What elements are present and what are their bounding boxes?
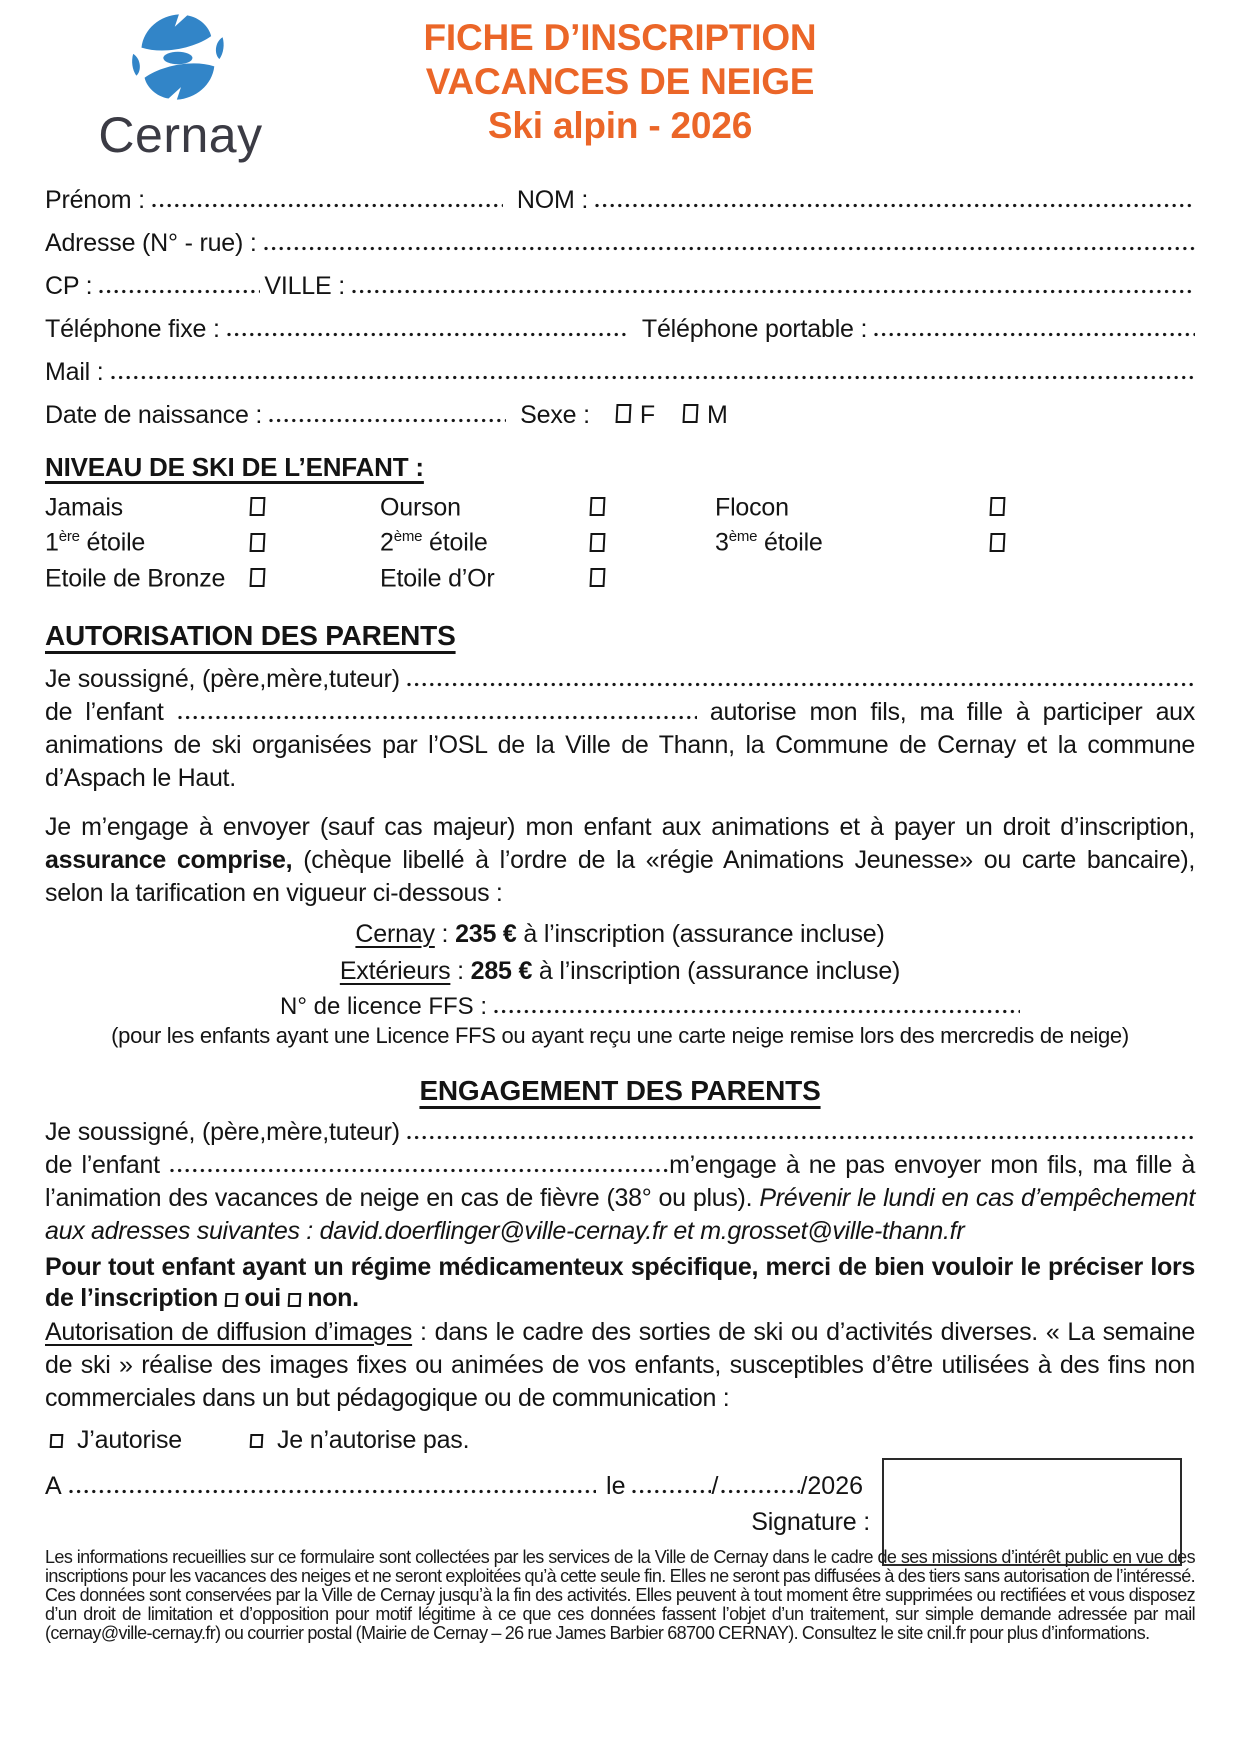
cp-field-line[interactable]	[98, 289, 260, 294]
ski-option-1ere-etoile: 1ère étoile	[45, 528, 146, 557]
prenom-field-line[interactable]	[151, 203, 503, 208]
ski-option-ourson: Ourson	[380, 493, 461, 522]
row-licence-ffs	[280, 992, 1020, 1022]
row-mail	[45, 358, 1195, 386]
sexe-f-checkbox[interactable]	[615, 404, 631, 423]
soussigne-autorisation-label: Je soussigné, (père,mère,tuteur)	[45, 664, 400, 693]
image-authorize-label: J’autorise	[77, 1425, 182, 1454]
ski-checkbox-etoile-bronze[interactable]	[250, 568, 266, 587]
ski-checkbox-3eme-etoile[interactable]	[990, 533, 1006, 552]
row-place-date	[45, 1471, 863, 1501]
tel-portable-field-line[interactable]	[873, 332, 1195, 337]
licence-ffs-label: N° de licence FFS :	[280, 992, 487, 1020]
medicament-oui-checkbox[interactable]	[224, 1293, 238, 1307]
ski-option-jamais: Jamais	[45, 493, 123, 522]
row-soussigne-autorisation	[45, 663, 1195, 696]
row-adresse	[45, 229, 1195, 257]
ski-checkbox-ourson[interactable]	[590, 497, 606, 516]
soussigne-autorisation-field-line[interactable]	[406, 682, 1195, 687]
ski-row-1	[45, 487, 1195, 522]
date-day-field-line[interactable]	[631, 1489, 711, 1494]
engagement-paiement-paragraph: Je m’engage à envoyer (sauf cas majeur) mon enfant aux animations et à payer un droit d’inscription, assurance comprise, (chèque libellé à l’ordre de la «régie Animations Jeunesse» ou carte bancaire), selon la tarification en vigueur ci-dessous :	[45, 812, 1195, 907]
adresse-label: Adresse (N° - rue) :	[45, 229, 257, 257]
row-cp-ville	[45, 272, 1195, 300]
ski-checkbox-flocon[interactable]	[990, 497, 1006, 516]
form-header	[45, 0, 1195, 163]
ski-box-cell	[590, 528, 715, 558]
rgpd-footer: Les informations recueillies sur ce formulaire sont collectées par les services de la Ville de Cernay dans le cadre de ses missions d’intérêt public en vue des inscriptions pour les vacances des neiges et ne seront exploitées qu’à cette seule fin. Elles ne seront pas diffusées à des tiers sans autorisation de l’intéressé. Ces données sont conservées par la Ville de Cernay jusqu’à la fin des activités. Elles peuvent à tout moment être supprimées ou rectifiées et vous disposez d’un droit de limitation et d’opposition pour motif légitime à ce que ces données fassent l’objet d’un traitement, sur simple demande adressée par mail (cernay@ville-cernay.fr) ou courrier postal (Mairie de Cernay – 26 rue James Barbier 68700 CERNAY). Consultez le site cnil.fr pour plus d’informations.	[45, 1547, 1195, 1643]
diffusion-images-paragraph: Autorisation de diffusion d’images : dans le cadre des sorties de ski ou d’activités diverses. « La semaine de ski » réalise des images fixes ou animées de vos enfants, susceptibles d’être utilisées à des fins non commerciales dans un but pédagogique ou de communication :	[45, 1317, 1195, 1412]
cernay-logo-text: Cernay	[98, 107, 263, 163]
ville-label: VILLE :	[264, 272, 345, 300]
date-slash-1: /	[711, 1471, 719, 1500]
ski-checkbox-jamais[interactable]	[250, 497, 266, 516]
ski-box-cell	[250, 528, 380, 558]
place-field-line[interactable]	[68, 1489, 596, 1494]
tel-fixe-field-line[interactable]	[226, 332, 628, 337]
ski-checkbox-etoile-or[interactable]	[590, 568, 606, 587]
cernay-logo	[73, 6, 288, 164]
ski-option-flocon: Flocon	[715, 493, 789, 522]
date-le-label: le	[606, 1471, 626, 1500]
sexe-m-label: M	[706, 401, 728, 429]
licence-ffs-field-line[interactable]	[493, 1009, 1020, 1014]
date-month-field-line[interactable]	[720, 1489, 800, 1494]
image-refuse-label: Je n’autorise pas.	[277, 1425, 470, 1454]
ski-level-title: NIVEAU DE SKI DE L’ENFANT :	[45, 452, 424, 482]
autorisation-section	[45, 619, 1195, 1050]
ski-box-cell	[250, 492, 380, 522]
ski-box-cell	[990, 528, 1195, 558]
form-title-line1: FICHE D’INSCRIPTION	[423, 17, 817, 58]
row-telephones	[45, 315, 1195, 343]
ski-option-etoile-bronze: Etoile de Bronze	[45, 563, 226, 592]
tarif-exterieurs-line: Extérieurs : 285 € à l’inscription (assurance incluse)	[339, 956, 901, 985]
sexe-m-checkbox[interactable]	[682, 404, 698, 423]
ski-option-3eme-etoile: 3ème étoile	[715, 528, 823, 557]
ski-row-2	[45, 522, 1195, 557]
row-naissance-sexe	[45, 401, 1195, 429]
ski-row-3	[45, 558, 1195, 593]
prenom-label: Prénom :	[45, 186, 145, 214]
autorisation-title: AUTORISATION DES PARENTS	[45, 619, 456, 651]
row-soussigne-engagement	[45, 1116, 1195, 1149]
diffusion-images-heading: Autorisation de diffusion d’images	[45, 1317, 413, 1346]
engagement-paragraph: de l’enfant m’engage à ne pas envoyer mon fils, ma fille à l’animation des vacances de neige en cas de fièvre (38° ou plus). Prévenir le lundi en cas d’empêchement aux adresses suivantes : david.doerflinger@ville-cernay.fr et m.grosset@ville-thann.fr	[45, 1150, 1195, 1245]
medicament-non-checkbox[interactable]	[287, 1293, 301, 1307]
soussigne-engagement-label: Je soussigné, (père,mère,tuteur)	[45, 1117, 400, 1146]
naissance-label: Date de naissance :	[45, 401, 263, 429]
ski-box-cell	[590, 563, 715, 593]
ski-checkbox-1ere-etoile[interactable]	[250, 533, 266, 552]
row-prenom-nom	[45, 186, 1195, 214]
ski-option-2eme-etoile: 2ème étoile	[380, 528, 488, 557]
ski-box-cell	[250, 563, 380, 593]
image-authorize-checkbox[interactable]	[50, 1434, 64, 1448]
enfant-engagement-field-line[interactable]	[169, 1168, 669, 1173]
row-image-authorization	[45, 1425, 1195, 1455]
engagement-title: ENGAGEMENT DES PARENTS	[419, 1074, 821, 1106]
mail-label: Mail :	[45, 358, 104, 386]
date-year-label: /2026	[800, 1471, 863, 1500]
tel-portable-label: Téléphone portable :	[641, 315, 868, 343]
ski-option-etoile-or: Etoile d’Or	[380, 563, 495, 592]
signature-label: Signature :	[751, 1507, 870, 1536]
ski-checkbox-2eme-etoile[interactable]	[590, 533, 606, 552]
ski-box-cell	[990, 492, 1195, 522]
nom-label: NOM :	[516, 186, 589, 214]
identity-section	[45, 186, 1195, 429]
tarif-cernay-line: Cernay : 235 € à l’inscription (assurance incluse)	[355, 919, 885, 948]
place-label: A	[45, 1471, 62, 1500]
autorisation-paragraph: de l’enfant autorise mon fils, ma fille à participer aux animations de ski organisées par l’OSL de la Ville de Thann, la Commune de Cernay et la commune d’Aspach le Haut.	[45, 697, 1195, 792]
form-title-line3: Ski alpin - 2026	[487, 105, 753, 146]
ski-box-cell	[590, 492, 715, 522]
image-refuse-checkbox[interactable]	[250, 1434, 264, 1448]
enfant-autorisation-field-line[interactable]	[177, 715, 697, 720]
engagement-title-wrap	[45, 1074, 1195, 1108]
adresse-field-line[interactable]	[263, 246, 1195, 251]
soussigne-engagement-field-line[interactable]	[406, 1135, 1195, 1140]
naissance-field-line[interactable]	[268, 418, 506, 423]
cp-label: CP :	[45, 272, 93, 300]
regime-medicamenteux-paragraph: Pour tout enfant ayant un régime médicamenteux spécifique, merci de bien vouloir le préciser lors de l’inscription oui non.	[45, 1252, 1195, 1312]
sexe-f-label: F	[639, 401, 655, 429]
ski-level-section	[45, 451, 1195, 593]
cernay-logo-icon	[101, 6, 261, 110]
tel-fixe-label: Téléphone fixe :	[45, 315, 220, 343]
licence-ffs-note: (pour les enfants ayant une Licence FFS ou ayant reçu une carte neige remise lors des mercredis de neige)	[111, 1022, 1129, 1048]
ville-field-line[interactable]	[351, 289, 1195, 294]
nom-field-line[interactable]	[594, 203, 1195, 208]
assurance-comprise-bold: assurance comprise,	[45, 845, 293, 874]
sexe-label: Sexe :	[520, 401, 590, 429]
prevenir-italic-note: Prévenir le lundi en cas d’empêchement aux adresses suivantes : david.doerflinger@ville-cernay.fr et m.grosset@ville-thann.fr	[45, 1183, 1195, 1245]
mail-field-line[interactable]	[110, 375, 1195, 380]
form-title-line2: VACANCES DE NEIGE	[425, 61, 815, 102]
